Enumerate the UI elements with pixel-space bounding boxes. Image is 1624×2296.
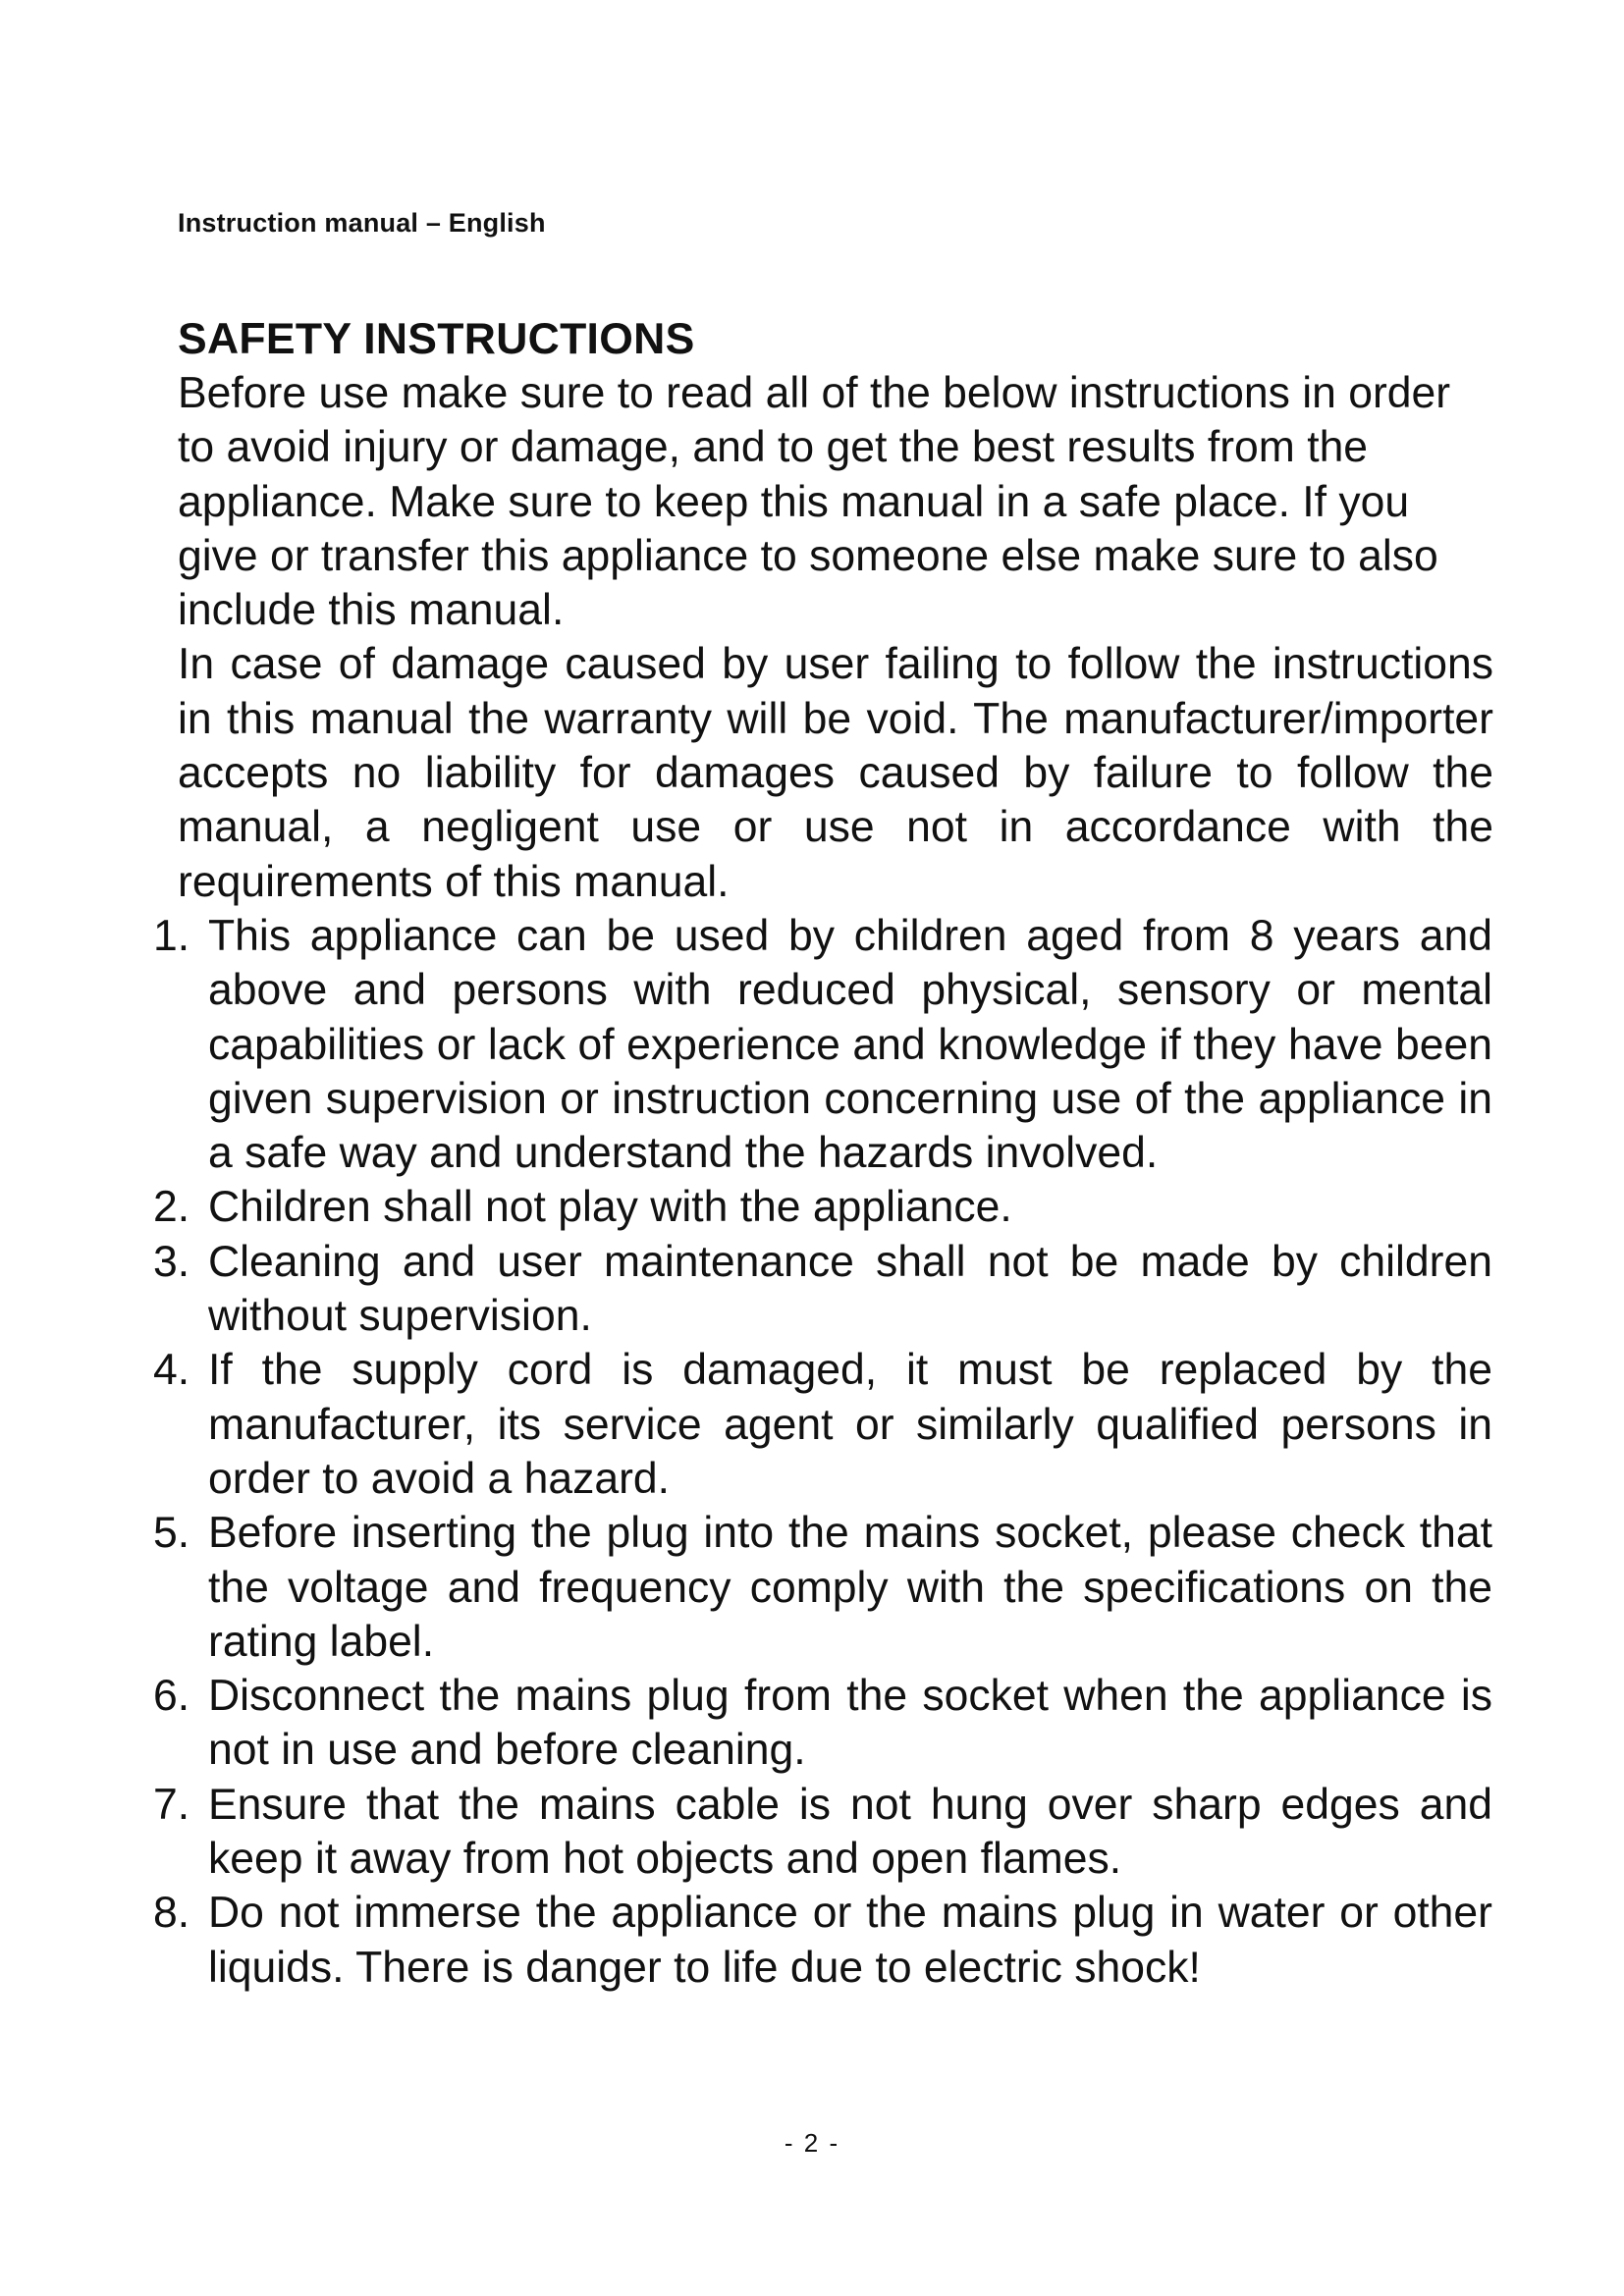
list-item-text: If the supply cord is damaged, it must be replaced by the manufacturer, its service agent or similarly qualified persons in order to avoid a hazard. bbox=[208, 1346, 1492, 1503]
list-item-number: 1. bbox=[153, 911, 190, 960]
page-number: - 2 - bbox=[784, 2128, 840, 2158]
list-item-number: 5. bbox=[153, 1509, 190, 1558]
list-item bbox=[153, 1343, 1492, 1506]
list-item bbox=[153, 1778, 1492, 1887]
list-item-text: Disconnect the mains plug from the socket when the appliance is not in use and before cleaning. bbox=[208, 1672, 1492, 1775]
list-item-number: 3. bbox=[153, 1237, 190, 1286]
list-item bbox=[153, 1506, 1492, 1669]
list-item-text: Do not immerse the appliance or the mains plug in water or other liquids. There is danger to life due to electric shock! bbox=[208, 1889, 1492, 1992]
intro-paragraph: Before use make sure to read all of the below instructions in order to avoid injury or damage, and to get the best results from the appliance. Make sure to keep this manual in a safe place. If you give or transfer this appliance to someone else make sure to also include this manual. bbox=[178, 369, 1451, 635]
list-item-text: Before inserting the plug into the mains socket, please check that the voltage and frequency comply with the specifications on the rating label. bbox=[208, 1509, 1492, 1666]
safety-instructions-list bbox=[153, 909, 1493, 1995]
list-item-number: 7. bbox=[153, 1780, 190, 1829]
list-item-number: 2. bbox=[153, 1183, 190, 1232]
running-header: Instruction manual – English bbox=[178, 208, 546, 238]
warranty-paragraph: In case of damage caused by user failing to follow the instructions in this manual the warranty will be void. The manufacturer/importer accepts no liability for damages caused by failure to follow the manual, a negligent use or use not in accordance with the requirements of this manual. bbox=[178, 640, 1493, 906]
list-item bbox=[153, 1235, 1492, 1344]
list-item bbox=[153, 909, 1492, 1180]
list-item bbox=[153, 1886, 1492, 1995]
list-item-number: 4. bbox=[153, 1346, 190, 1395]
list-item-text: Ensure that the mains cable is not hung over sharp edges and keep it away from hot objects and open flames. bbox=[208, 1780, 1492, 1884]
list-item-text: This appliance can be used by children aged from 8 years and above and persons with reduced physical, sensory or mental capabilities or lack of experience and knowledge if they have been given supervision or instruction concerning use of the appliance in a safe way and understand the hazards involved. bbox=[208, 911, 1492, 1178]
list-item-number: 6. bbox=[153, 1672, 190, 1721]
safety-section bbox=[153, 312, 1493, 1995]
list-item bbox=[153, 1669, 1492, 1778]
list-item bbox=[153, 1180, 1492, 1234]
list-item-text: Cleaning and user maintenance shall not be made by children without supervision. bbox=[208, 1237, 1492, 1341]
list-item-number: 8. bbox=[153, 1889, 190, 1938]
list-item-text: Children shall not play with the appliance. bbox=[208, 1183, 1012, 1232]
section-title: SAFETY INSTRUCTIONS bbox=[178, 315, 695, 363]
